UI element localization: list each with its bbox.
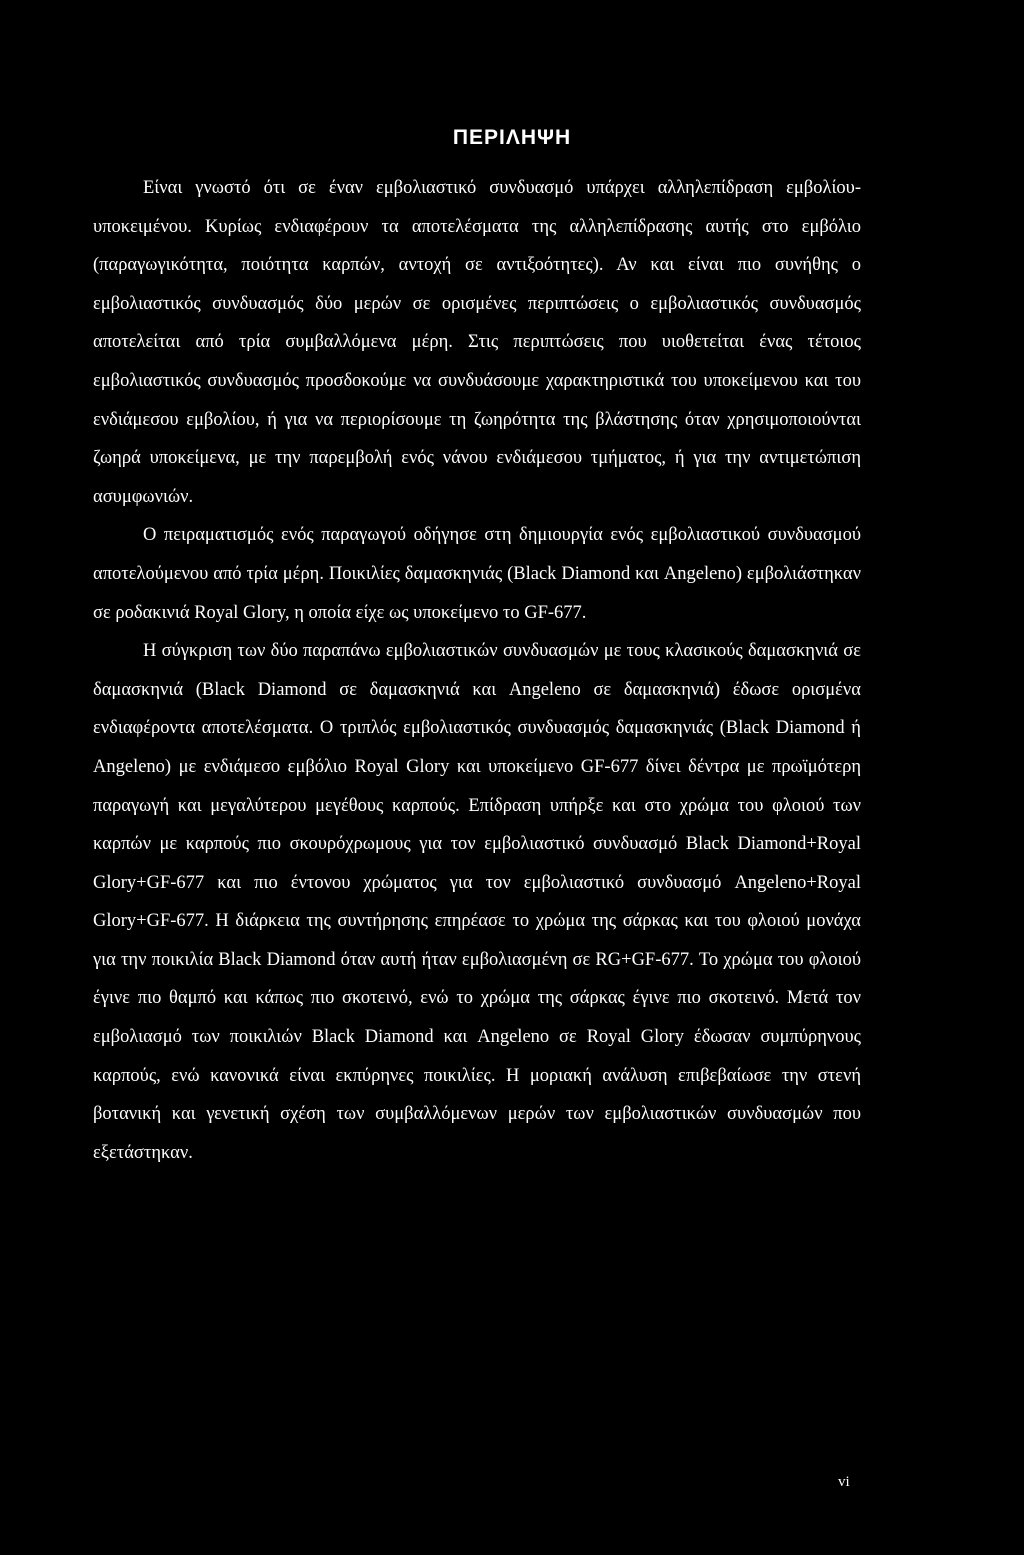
paragraph-2: Ο πειραματισμός ενός παραγωγού οδήγησε στη δημιουργία ενός εμβολιαστικού συνδυασμού αποτελούμενου από τρία μέρη. Ποικιλίες δαμασκηνιάς (Black Diamond και Angeleno) εμβολιάστηκαν σε ροδακινιά Royal Glory, η οποία είχε ως υποκείμενο το GF-677. [93, 525, 861, 623]
page-number: vi [838, 1474, 850, 1490]
paragraph-1: Είναι γνωστό ότι σε έναν εμβολιαστικό συνδυασμό υπάρχει αλληλεπίδραση εμβολίου-υποκειμένου. Κυρίως ενδιαφέρουν τα αποτελέσματα της αλληλεπίδρασης αυτής στο εμβόλιο (παραγωγικότητα, ποιότητα καρπών, αντοχή σε αντιξοότητες). Αν και είναι πιο συνήθης ο εμβολιαστικός συνδυασμός δύο μερών σε ορισμένες περιπτώσεις ο εμβολιαστικός συνδυασμός αποτελείται από τρία συμβαλλόμενα μέρη. Στις περιπτώσεις που υιοθετείται ένας τέτοιος εμβολιαστικός συνδυασμός προσδοκούμε να συνδυάσουμε χαρακτηριστικά του υποκείμενου και του ενδιάμεσου εμβολίου, ή για να περιορίσουμε τη ζωηρότητα της βλάστησης όταν χρησιμοποιούνται ζωηρά υποκείμενα, με την παρεμβολή ενός νάνου ενδιάμεσου τμήματος, ή για την αντιμετώπιση ασυμφωνιών. [93, 178, 861, 507]
page-title: ΠΕΡΙΛΗΨΗ [452, 126, 572, 149]
paragraph-3: Η σύγκριση των δύο παραπάνω εμβολιαστικών συνδυασμών με τους κλασικούς δαμασκηνιά σε δαμασκηνιά (Black Diamond σε δαμασκηνιά και Angeleno σε δαμασκηνιά) έδωσε ορισμένα ενδιαφέροντα αποτελέσματα. Ο τριπλός εμβολιαστικός συνδυασμός δαμασκηνιάς (Black Diamond ή Angeleno) με ενδιάμεσο εμβόλιο Royal Glory και υποκείμενο GF-677 δίνει δέντρα με πρωϊμότερη παραγωγή και μεγαλύτερου μεγέθους καρπούς. Επίδραση υπήρξε και στο χρώμα του φλοιού των καρπών με καρπούς πιο σκουρόχρωμους για τον εμβολιαστικό συνδυασμό Black Diamond+Royal Glory+GF-677 και πιο έντονου χρώματος για τον εμβολιαστικό συνδυασμό Angeleno+Royal Glory+GF-677. Η διάρκεια της συντήρησης επηρέασε το χρώμα της σάρκας και του φλοιού μονάχα για την ποικιλία Black Diamond όταν αυτή ήταν εμβολιασμένη σε RG+GF-677. Το χρώμα του φλοιού έγινε πιο θαμπό και κάπως πιο σκοτεινό, ενώ το χρώμα της σάρκας έγινε πιο σκοτεινό. Μετά τον εμβολιασμό των ποικιλιών Black Diamond και Angeleno σε Royal Glory έδωσαν συμπύρηνους καρπούς, ενώ κανονικά είναι εκπύρηνες ποικιλίες. Η μοριακή ανάλυση επιβεβαίωσε την στενή βοτανική και γενετική σχέση των συμβαλλόμενων μερών των εμβολιαστικών συνδυασμών που εξετάστηκαν. [93, 641, 861, 1163]
abstract-body [93, 169, 861, 1172]
